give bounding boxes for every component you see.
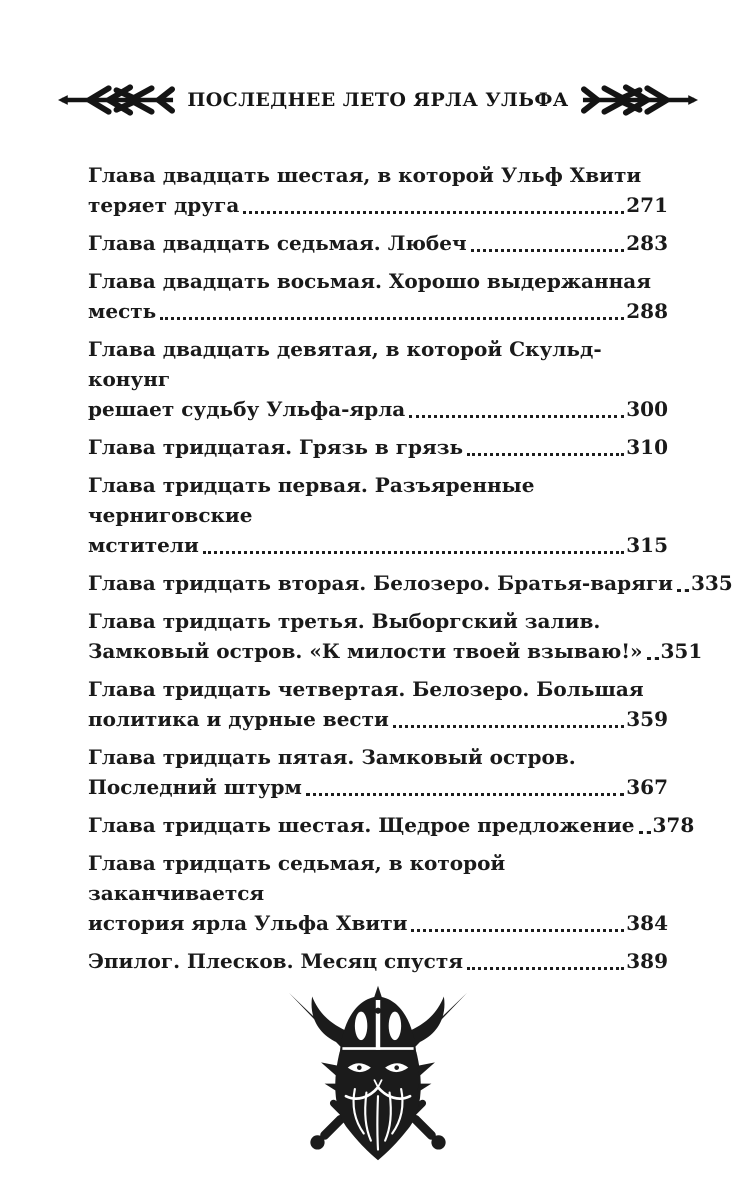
toc-entry xyxy=(88,228,668,258)
right-rule-ornament-icon xyxy=(581,83,698,117)
toc-entry-text: теряет друга xyxy=(88,193,240,217)
left-rule-ornament-icon xyxy=(58,83,175,117)
toc-entry xyxy=(88,606,703,666)
toc-entry-text: Замковый остров. «К милости твоей взываю!» xyxy=(88,639,643,663)
toc-entry-line: Глава тридцать седьмая, в которой заканчивается xyxy=(88,851,506,905)
toc-entry xyxy=(88,568,733,598)
toc-entry-text: политика и дурные вести xyxy=(88,707,389,731)
dot-leader xyxy=(467,946,624,970)
dot-leader xyxy=(639,810,651,834)
toc-entry-lastline xyxy=(88,394,668,424)
dot-leader xyxy=(471,228,625,252)
toc-entry-line: Глава тридцать четвертая. Белозеро. Большая xyxy=(88,677,644,701)
toc-page-number: 378 xyxy=(652,813,695,837)
dot-leader xyxy=(647,636,659,660)
toc-entry-lastline xyxy=(88,530,668,560)
table-of-contents xyxy=(88,160,733,976)
dot-leader xyxy=(243,190,624,214)
toc-entry-line: Глава тридцать пятая. Замковый остров. xyxy=(88,745,576,769)
toc-entry-text: месть xyxy=(88,299,157,323)
toc-page-number: 351 xyxy=(660,639,703,663)
toc-entry-lastline xyxy=(88,296,668,326)
toc-entry-lastline xyxy=(88,568,733,598)
dot-leader xyxy=(160,296,624,320)
toc-entry-line: Глава тридцать третья. Выборгский залив. xyxy=(88,609,601,633)
toc-page-number: 288 xyxy=(626,299,668,323)
toc-entry-lastline xyxy=(88,704,668,734)
toc-entry xyxy=(88,160,668,220)
dot-leader xyxy=(677,568,689,592)
toc-page-number: 300 xyxy=(626,397,668,421)
toc-page-number: 315 xyxy=(626,533,668,557)
toc-page-number: 384 xyxy=(626,911,668,935)
toc-page-number: 367 xyxy=(626,775,668,799)
toc-entry-line: Глава двадцать девятая, в которой Скульд-конунг xyxy=(88,337,602,391)
toc-entry xyxy=(88,810,695,840)
toc-entry-lastline xyxy=(88,946,668,976)
toc-entry-text: Глава тридцать шестая. Щедрое предложение xyxy=(88,813,635,837)
toc-entry-line: Глава тридцать первая. Разъяренные черниговские xyxy=(88,473,535,527)
toc-entry-text: мстители xyxy=(88,533,199,557)
toc-entry-text: Глава тридцать вторая. Белозеро. Братья-варяги xyxy=(88,571,673,595)
toc-page-number: 283 xyxy=(626,231,668,255)
toc-entry xyxy=(88,334,668,424)
toc-entry-text: решает судьбу Ульфа-ярла xyxy=(88,397,406,421)
toc-entry xyxy=(88,470,668,560)
toc-entry xyxy=(88,946,668,976)
footer-emblem xyxy=(88,984,668,1162)
toc-entry-text: Глава двадцать седьмая. Любеч xyxy=(88,231,467,255)
toc-page-number: 271 xyxy=(626,193,668,217)
toc-page-number: 310 xyxy=(626,435,668,459)
toc-entry-line: Глава двадцать шестая, в которой Ульф Хвити xyxy=(88,163,642,187)
toc-page-number: 359 xyxy=(626,707,668,731)
toc-entry-lastline xyxy=(88,810,695,840)
dot-leader xyxy=(393,704,624,728)
toc-entry-lastline xyxy=(88,190,668,220)
page-title: ПОСЛЕДНЕЕ ЛЕТО ЯРЛА УЛЬФА xyxy=(187,89,569,111)
dot-leader xyxy=(203,530,624,554)
toc-entry-lastline xyxy=(88,772,668,802)
toc-entry-text: история ярла Ульфа Хвити xyxy=(88,911,408,935)
toc-entry-text: Эпилог. Плесков. Месяц спустя xyxy=(88,949,464,973)
toc-entry-lastline xyxy=(88,228,668,258)
running-head xyxy=(88,84,668,116)
toc-entry-lastline xyxy=(88,908,668,938)
dot-leader xyxy=(411,908,624,932)
dot-leader xyxy=(409,394,624,418)
toc-entry-line: Глава двадцать восьмая. Хорошо выдержанная xyxy=(88,269,652,293)
toc-entry-lastline xyxy=(88,432,668,462)
viking-head-crossed-swords-icon xyxy=(280,984,476,1162)
dot-leader xyxy=(467,432,624,456)
toc-entry-text: Глава тридцатая. Грязь в грязь xyxy=(88,435,464,459)
toc-entry xyxy=(88,432,668,462)
toc-entry xyxy=(88,674,668,734)
toc-entry xyxy=(88,266,668,326)
toc-page-number: 335 xyxy=(690,571,733,595)
toc-entry-lastline xyxy=(88,636,703,666)
toc-entry-text: Последний штурм xyxy=(88,775,302,799)
toc-entry xyxy=(88,742,668,802)
toc-page-number: 389 xyxy=(626,949,668,973)
toc-entry xyxy=(88,848,668,938)
dot-leader xyxy=(306,772,624,796)
